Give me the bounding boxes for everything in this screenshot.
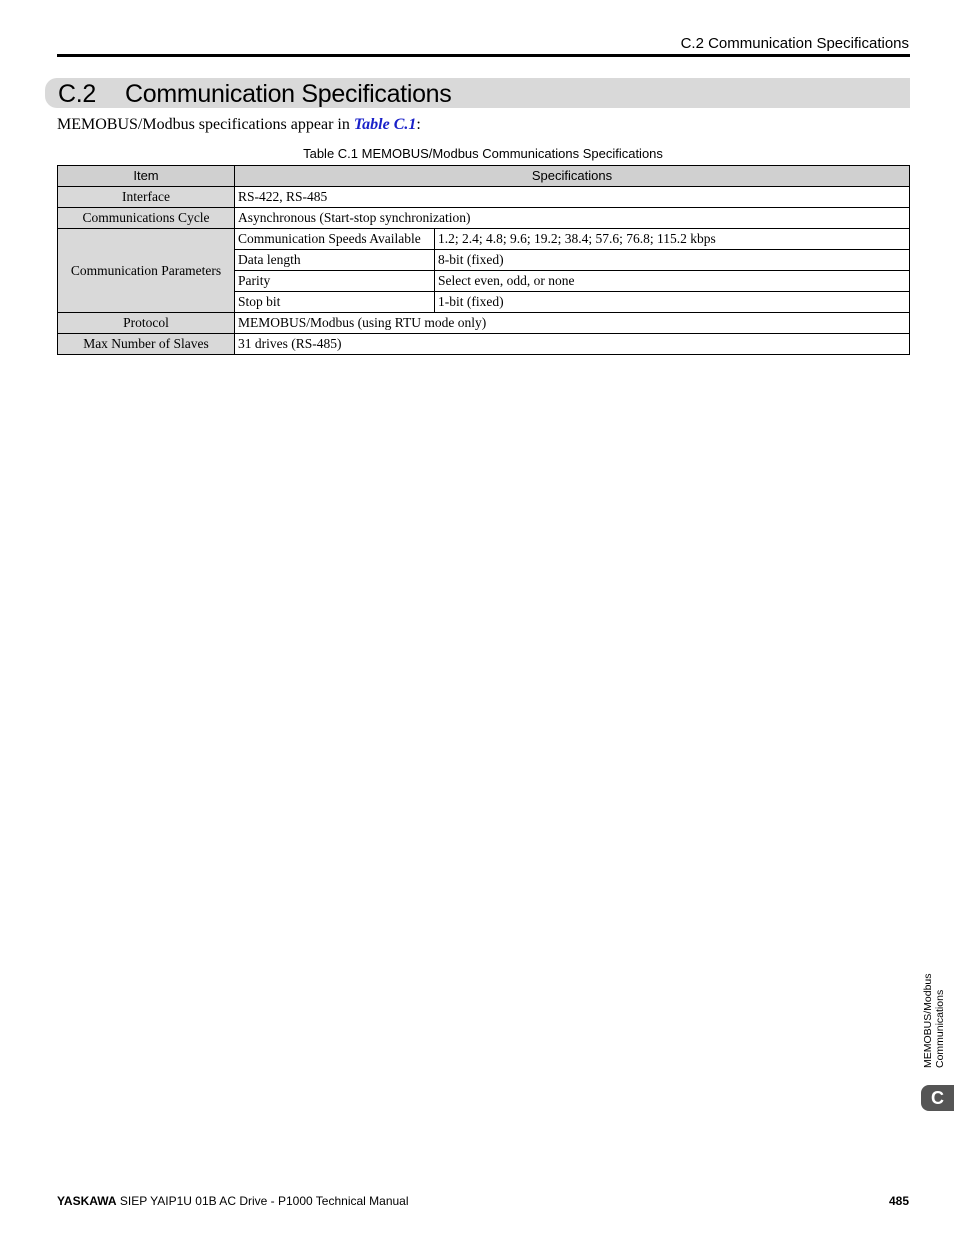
- header-rule: [57, 54, 910, 57]
- section-number: C.2: [58, 80, 97, 108]
- row-value: MEMOBUS/Modbus (using RTU mode only): [235, 313, 910, 334]
- table-caption: Table C.1 MEMOBUS/Modbus Communications Specifications: [303, 146, 663, 161]
- param-name: Communication Speeds Available: [235, 229, 435, 250]
- row-item: Interface: [58, 187, 235, 208]
- page-number: 485: [888, 1194, 909, 1208]
- specifications-table: [57, 165, 910, 355]
- table-row: [58, 313, 910, 334]
- table-header-row: [58, 166, 910, 187]
- table-row: [58, 229, 910, 250]
- intro-text: MEMOBUS/Modbus specifications appear in: [57, 116, 354, 133]
- footer-brand: YASKAWA: [57, 1194, 117, 1208]
- row-value: Asynchronous (Start-stop synchronization): [235, 208, 910, 229]
- section-title: Communication Specifications: [125, 80, 452, 108]
- table-row: [58, 187, 910, 208]
- row-item: Communications Cycle: [58, 208, 235, 229]
- column-header-item: Item: [58, 166, 235, 187]
- param-name: Data length: [235, 250, 435, 271]
- row-value: 31 drives (RS-485): [235, 334, 910, 355]
- column-header-specifications: Specifications: [235, 166, 910, 187]
- row-value: RS-422, RS-485: [235, 187, 910, 208]
- chapter-tab-line1: MEMOBUS/Modbus: [922, 973, 934, 1068]
- table-row: [58, 208, 910, 229]
- section-heading: [58, 78, 451, 108]
- running-header: C.2 Communication Specifications: [680, 35, 909, 52]
- param-value: 1-bit (fixed): [435, 292, 910, 313]
- intro-paragraph: [57, 116, 421, 134]
- param-name: Parity: [235, 271, 435, 292]
- param-value: 8-bit (fixed): [435, 250, 910, 271]
- param-value: 1.2; 2.4; 4.8; 9.6; 19.2; 38.4; 57.6; 76.8; 115.2 kbps: [435, 229, 910, 250]
- chapter-tab-label: [922, 958, 948, 1068]
- table-reference-link[interactable]: Table C.1: [353, 116, 417, 133]
- intro-colon: :: [416, 116, 421, 133]
- param-name: Stop bit: [235, 292, 435, 313]
- chapter-tab-line2: Communications: [934, 989, 946, 1068]
- footer-manual: SIEP YAIP1U 01B AC Drive - P1000 Technical Manual: [116, 1194, 409, 1208]
- row-item: Protocol: [58, 313, 235, 334]
- row-item: Max Number of Slaves: [58, 334, 235, 355]
- footer-manual-title: [57, 1194, 409, 1208]
- param-value: Select even, odd, or none: [435, 271, 910, 292]
- row-item: Communication Parameters: [58, 229, 235, 313]
- chapter-tab[interactable]: C: [921, 1085, 954, 1111]
- table-row: [58, 334, 910, 355]
